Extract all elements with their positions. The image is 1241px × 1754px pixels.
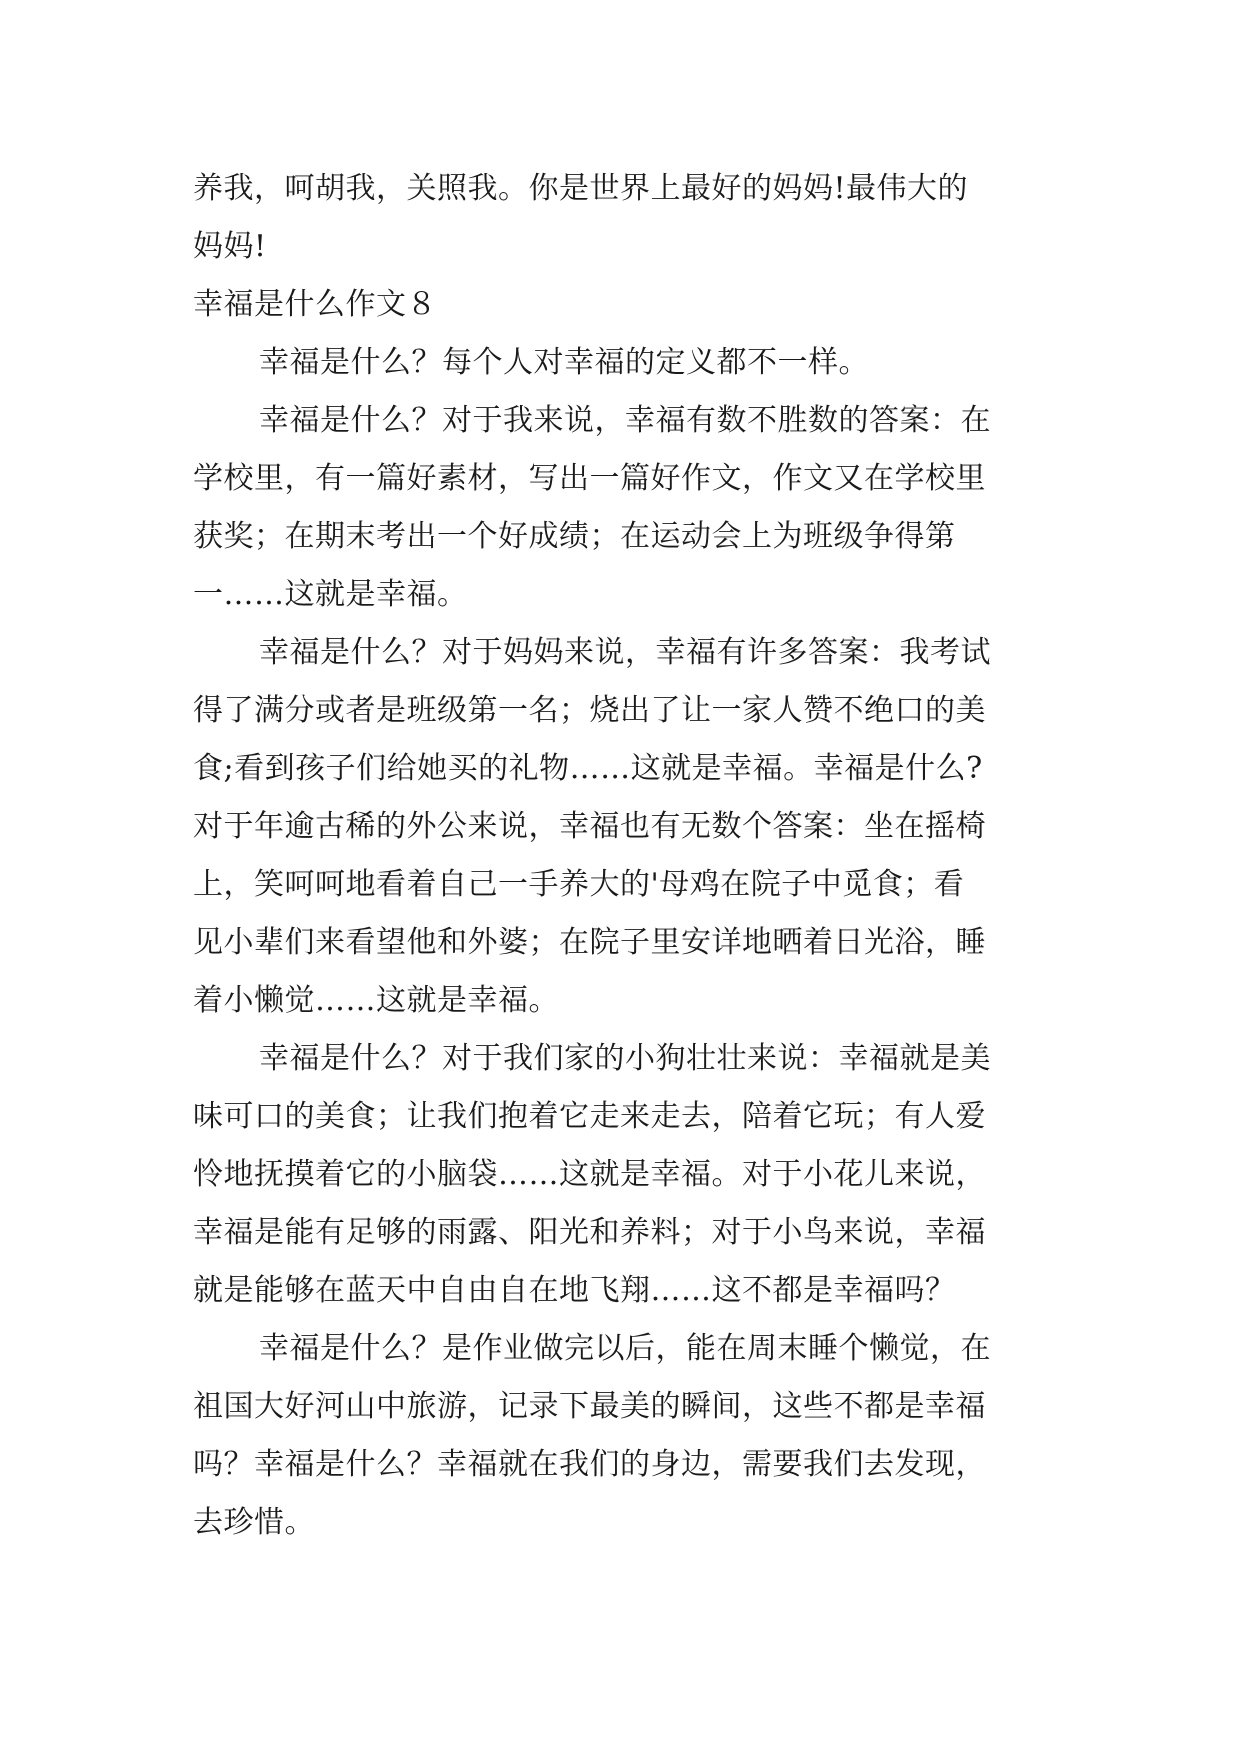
text-line: 幸福是能有足够的雨露、阳光和养料；对于小鸟来说，幸福 <box>193 1215 986 1250</box>
text-line: 怜地抚摸着它的小脑袋……这就是幸福。对于小花儿来说， <box>193 1157 986 1192</box>
text-line: 幸福是什么？对于我来说，幸福有数不胜数的答案：在 <box>259 403 991 438</box>
text-line: 得了满分或者是班级第一名；烧出了让一家人赞不绝口的美 <box>193 693 986 728</box>
paragraph <box>193 1320 1055 1552</box>
text-line: 获奖；在期末考出一个好成绩；在运动会上为班级争得第 <box>193 519 956 554</box>
text-line: 幸福是什么？是作业做完以后，能在周末睡个懒觉，在 <box>259 1331 991 1366</box>
continuation-text <box>193 160 1055 276</box>
paragraph <box>193 334 1055 392</box>
text-line: 去珍惜。 <box>193 1505 315 1540</box>
text-line: 味可口的美食；让我们抱着它走来走去，陪着它玩；有人爱 <box>193 1099 986 1134</box>
text-line: 就是能够在蓝天中自由自在地飞翔……这不都是幸福吗？ <box>193 1273 956 1308</box>
paragraph <box>193 392 1055 624</box>
text-line: 吗？幸福是什么？幸福就在我们的身边，需要我们去发现， <box>193 1447 986 1482</box>
text-line: 妈妈! <box>193 229 267 264</box>
document-page <box>193 160 1055 1552</box>
text-line: 对于年逾古稀的外公来说，幸福也有无数个答案：坐在摇椅 <box>193 809 986 844</box>
text-line: 食;看到孩子们给她买的礼物……这就是幸福。幸福是什么? <box>193 751 983 786</box>
text-line: 学校里，有一篇好素材，写出一篇好作文，作文又在学校里 <box>193 461 986 496</box>
text-line: 一……这就是幸福。 <box>193 577 468 612</box>
paragraph <box>193 1030 1055 1320</box>
paragraph <box>193 624 1055 1030</box>
text-line: 幸福是什么？对于妈妈来说，幸福有许多答案：我考试 <box>259 635 991 670</box>
text-line: 幸福是什么？对于我们家的小狗壮壮来说：幸福就是美 <box>259 1041 991 1076</box>
text-line: 着小懒觉……这就是幸福。 <box>193 983 559 1018</box>
text-line: 祖国大好河山中旅游，记录下最美的瞬间，这些不都是幸福 <box>193 1389 986 1424</box>
text-line: 养我，呵胡我，关照我。你是世界上最好的妈妈!最伟大的 <box>193 171 969 206</box>
text-line: 上，笑呵呵地看着自己一手养大的'母鸡在院子中觅食；看 <box>193 867 965 902</box>
essay-title: 幸福是什么作文８ <box>193 287 437 322</box>
text-line: 见小辈们来看望他和外婆；在院子里安详地晒着日光浴，睡 <box>193 925 986 960</box>
text-line: 幸福是什么？每个人对幸福的定义都不一样。 <box>259 345 869 380</box>
